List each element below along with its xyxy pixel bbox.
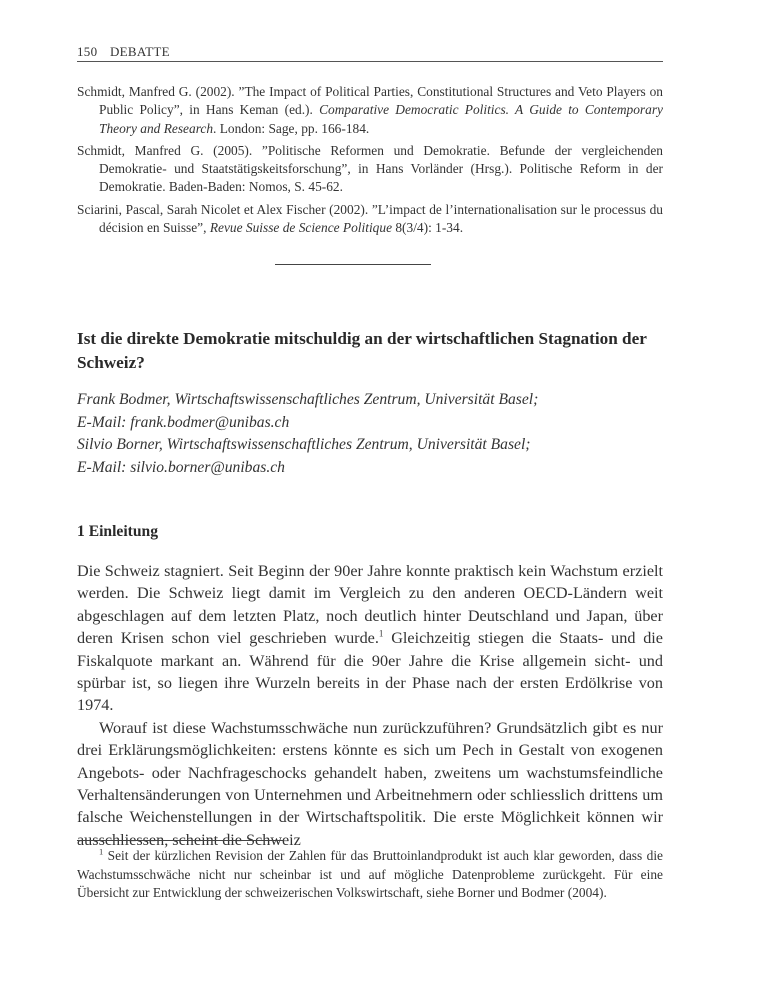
reference-text: Schmidt, Manfred G. (2005). ”Politische Reformen und Demokratie. Befunde der vergleichenden Demokratie- und Staatstätigskeitsforschung”, in Hans Vorländer (Hrsg.). Politische Reform in der Demokratie. Baden-Baden: Nomos, S. 45-62. [77,142,663,195]
paragraph: Worauf ist diese Wachstumsschwäche nun zurückzuführen? Grundsätzlich gibt es nur drei Erklärungsmöglichkeiten: erstens könnte es sich um Pech in Gestalt von exogenen Angebots- oder Nachfrageschocks gehandelt haben, zweitens um wachstumsfeindliche Verhaltensänderungen von Unternehmen und Arbeitnehmern oder schliesslich drittens um falsche Weichenstellungen in der Wirtschaftspolitik. Die erste Möglichkeit können wir ausschliessen, scheint die Schweiz [77,718,663,849]
article-title: Ist die direkte Demokratie mitschuldig an der wirtschaftlichen Stagnation der Schweiz? [77,329,647,372]
author-affiliation: Frank Bodmer, Wirtschaftswissenschaftliches Zentrum, Universität Basel; [77,391,539,408]
reference-item [77,142,663,197]
paragraph [77,560,663,717]
author-email: E-Mail: frank.bodmer@unibas.ch [77,413,290,431]
header-rule [77,61,663,62]
running-header [77,44,663,60]
body-text [77,560,663,851]
footnote-text: Seit der kürzlichen Revision der Zahlen für das Bruttoinlandprodukt ist auch klar geworden, dass die Wachstumsschwäche nicht nur scheinbar ist und auf mögliche Datenprobleme zurückgeht. Für eine Übersicht zur Entwicklung der schweizerischen Volkswirtschaft, siehe Borner und Bodmer (2004). [77,848,663,901]
footnote-reference[interactable]: 1 [378,628,384,639]
page-number: 150 [77,44,98,59]
reference-list [77,83,663,241]
reference-text: 8(3/4): 1-34. [392,220,464,236]
reference-text: . London: Sage, pp. 166-184. [213,120,370,136]
footnote-mark: 1 [99,846,104,857]
reference-text: Schmidt, Manfred G. (2002). ”The Impact of Political Parties, Constitutional Structures and Veto Players on Public Policy”, in Hans Keman (ed.). [77,84,663,118]
reference-title-italic: Revue Suisse de Science Politique [209,220,393,236]
author-email: E-Mail: silvio.borner@unibas.ch [77,458,285,476]
section-heading: 1 Einleitung [77,523,159,540]
paragraph-text: Die Schweiz stagniert. Seit Beginn der 90er Jahre konnte praktisch kein Wachstum erzielt werden. Die Schweiz liegt damit im Vergleich zu den anderen OECD-Ländern weit abgeschlagen auf dem letzten Platz, noch deutlich hinter Deutschland und Japan, über deren Krisen schon viel geschrieben wurde. [77,562,663,648]
reference-text: Sciarini, Pascal, Sarah Nicolet et Alex Fischer (2002). ”L’impact de l’internationalisation sur le processus du décision en Suisse”, [77,201,663,236]
author-block [77,389,663,479]
footnote [77,847,663,903]
paragraph-text: Gleichzeitig stiegen die Staats- und die Fiskalquote markant an. Während für die 90er Jahre die Krise allgemein sicht- und spürbar ist, so liegen ihre Wurzeln bereits in der Phase nach der ersten Erdölkrise von 1974. [77,629,663,715]
footnote-rule [77,840,284,841]
article-separator [275,264,431,265]
reference-title-italic: Comparative Democratic Politics. A Guide to Contemporary Theory and Research [99,102,663,136]
reference-item [77,83,663,138]
section-label: DEBATTE [109,44,170,59]
author-affiliation: Silvio Borner, Wirtschaftswissenschaftliches Zentrum, Universität Basel; [77,436,531,453]
reference-item [77,201,663,238]
